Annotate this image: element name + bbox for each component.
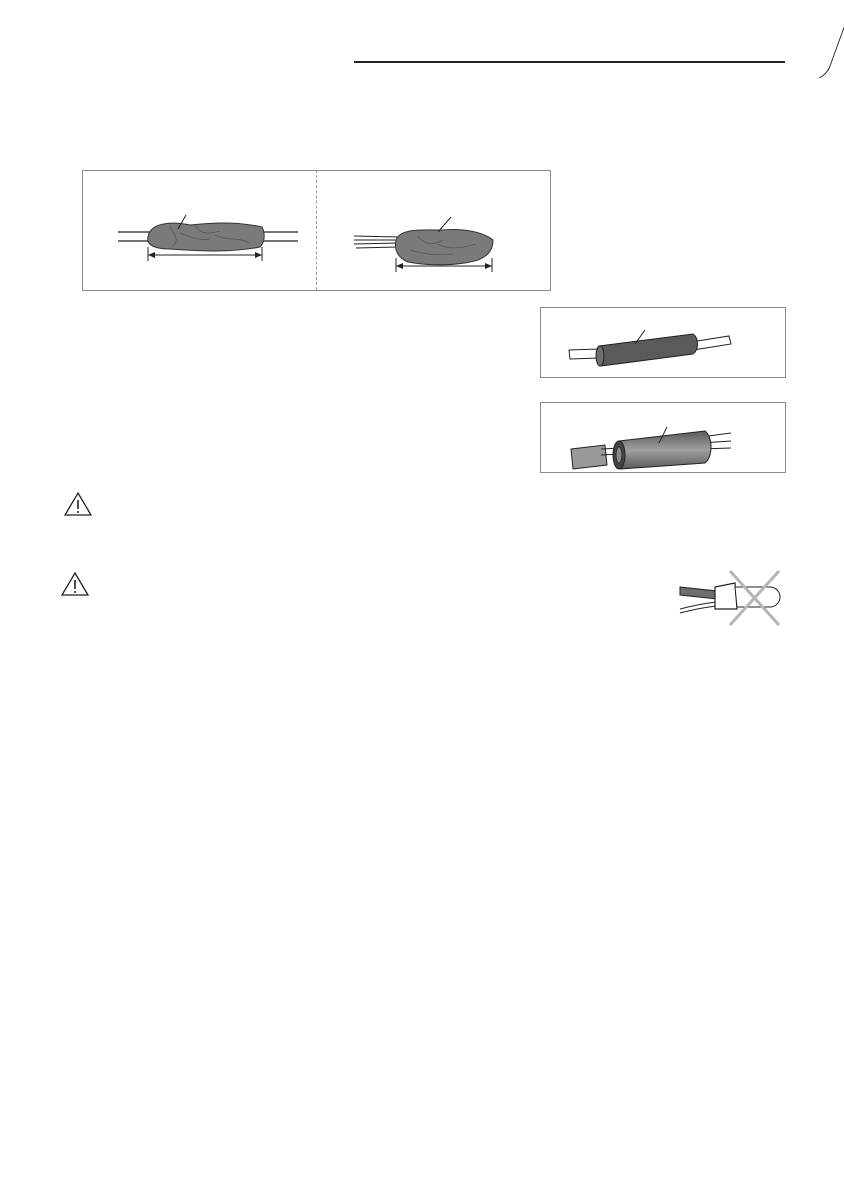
- heat-shrink-thick-figure: [540, 402, 786, 473]
- taped-splice-single-wire-illustration: [110, 205, 310, 275]
- taped-splice-stranded-wire-illustration: [348, 210, 508, 280]
- header-rule: [354, 61, 785, 63]
- heat-shrink-thin-figure: [540, 307, 786, 378]
- heat-shrink-tube-thick-illustration: [541, 403, 785, 472]
- heat-shrink-tube-thin-illustration: [541, 308, 785, 377]
- warning-triangle-icon: [63, 491, 93, 517]
- wire-cap-prohibited-illustration: [675, 565, 790, 627]
- warning-triangle-icon: [60, 571, 90, 597]
- page-edge-decoration: [784, 0, 844, 86]
- figure-divider: [316, 170, 317, 290]
